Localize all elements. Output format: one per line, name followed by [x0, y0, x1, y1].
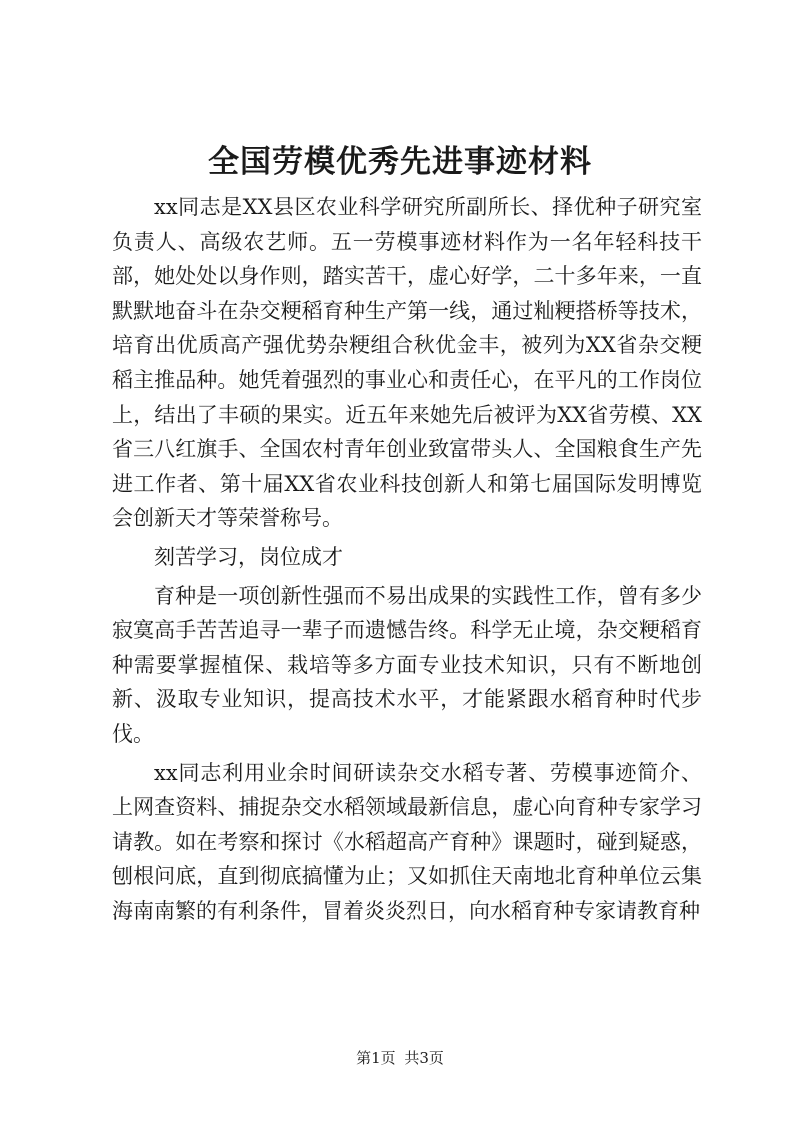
paragraph-intro: xx同志是XX县区农业科学研究所副所长、择优种子研究室负责人、高级农艺师。五一劳模事迹材料作为一名年轻科技干部，她处处以身作则，踏实苦干，虚心好学，二十多年来，一直默默地奋斗在杂交粳稻育种生产第一线，通过籼粳搭桥等技术，培育出优质高产强优势杂粳组合秋优金丰，被列为XX省杂交粳稻主推品种。她凭着强烈的事业心和责任心，在平凡的工作岗位上，结出了丰硕的果实。近五年来她先后被评为XX省劳模、XX省三八红旗手、全国农村青年创业致富带头人、全国粮食生产先进工作者、第十届XX省农业科技创新人和第七届国际发明博览会创新天才等荣誉称号。: [112, 195, 702, 531]
paragraph-breeding: 育种是一项创新性强而不易出成果的实践性工作，曾有多少寂寞高手苦苦追寻一辈子而遗憾告终。科学无止境，杂交粳稻育种需要掌握植保、栽培等多方面专业技术知识，只有不断地创新、汲取专业知识，提高技术水平，才能紧跟水稻育种时代步伐。: [112, 583, 702, 746]
section-heading: 刻苦学习，岗位成才: [154, 544, 343, 569]
document-title: 全国劳模优秀先进事迹材料: [208, 144, 592, 180]
page-total: 共3页: [404, 1049, 444, 1067]
paragraph-study: xx同志利用业余时间研读杂交水稻专著、劳模事迹简介、上网查资料、捕捉杂交水稻领域最新信息，虚心向育种专家学习请教。如在考察和探讨《水稻超高产育种》课题时，碰到疑惑，刨根问底，直到彻底搞懂为止；又如抓住天南地北育种单位云集海南南繁的有利条件，冒着炎炎烈日，向水稻育种专家请教育种: [112, 760, 702, 923]
document-body: [112, 190, 702, 928]
page-number: 第1页: [356, 1049, 396, 1067]
page-footer: [0, 1048, 800, 1068]
